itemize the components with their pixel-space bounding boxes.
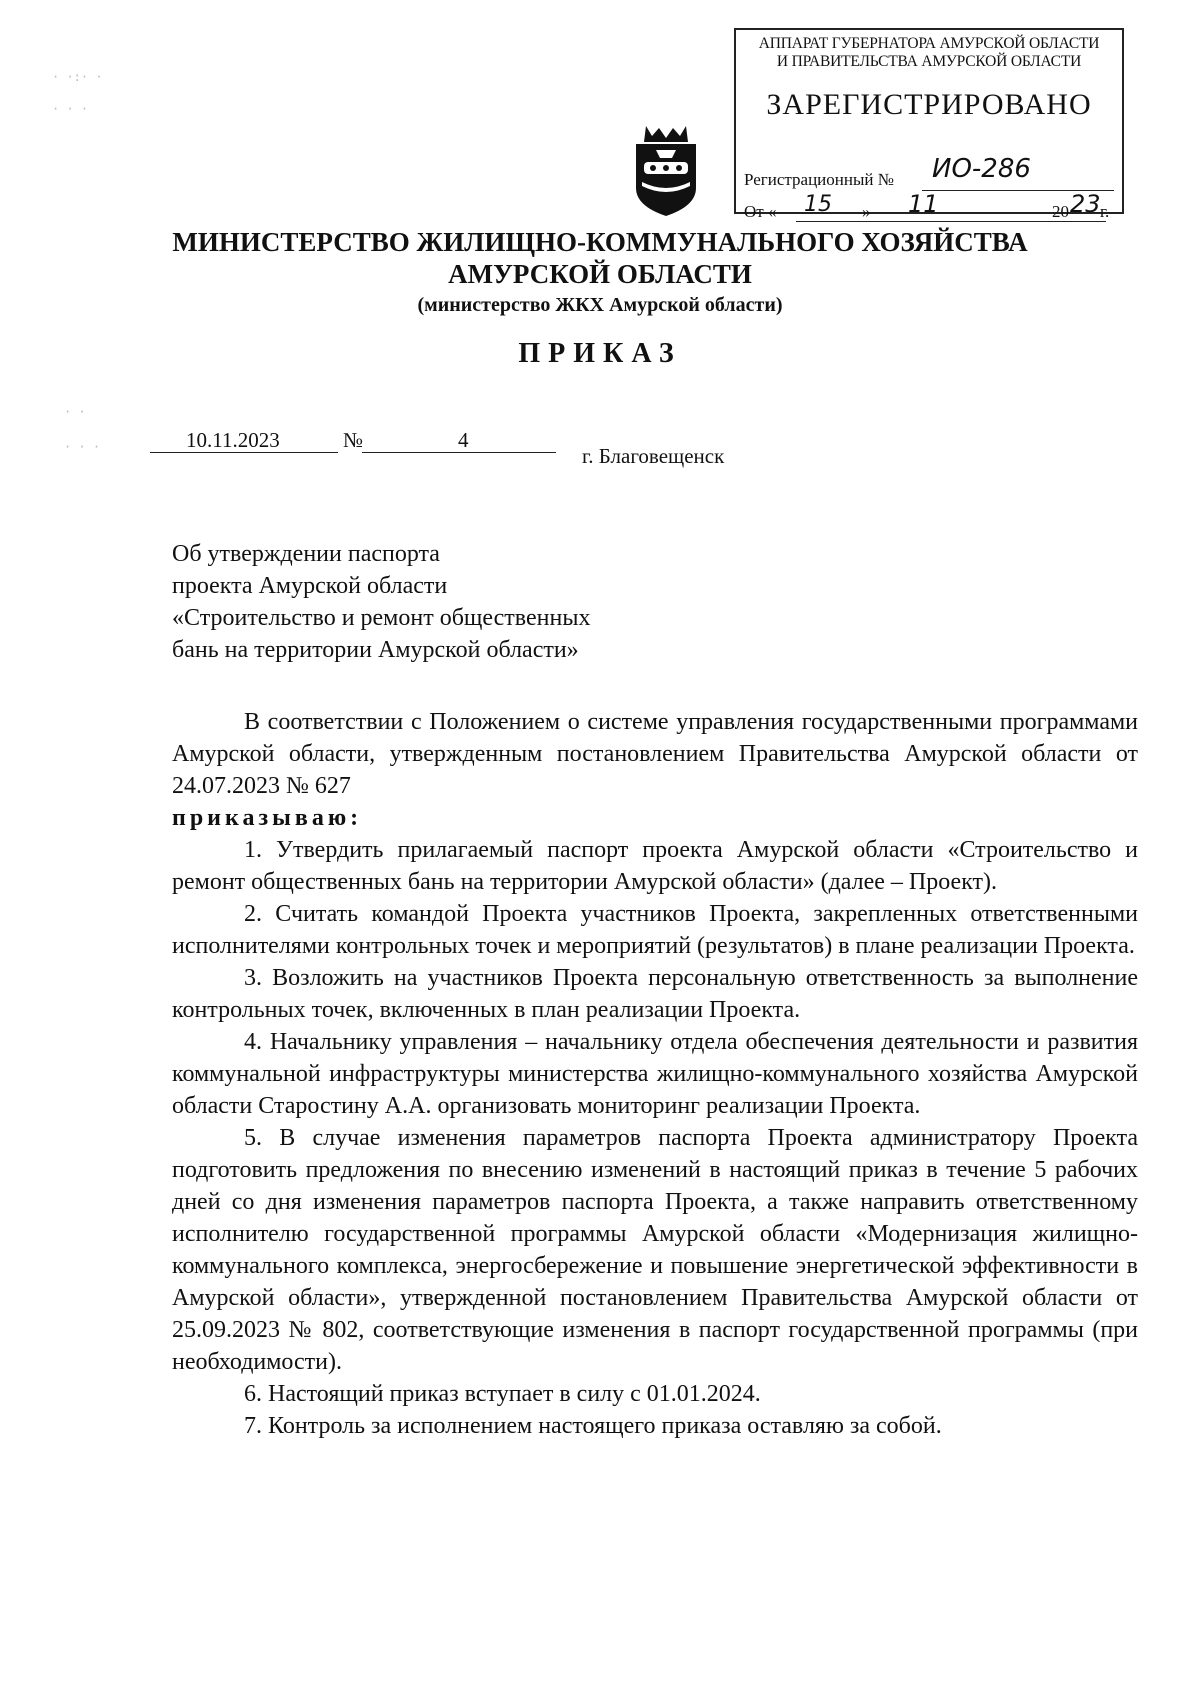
stamp-registered: ЗАРЕГИСТРИРОВАНО bbox=[766, 88, 1092, 121]
subject-line: Об утверждении паспорта bbox=[172, 541, 440, 567]
stamp-date-from: От « bbox=[744, 202, 777, 221]
stamp-date-close: » bbox=[862, 202, 871, 221]
stamp-date-year-end: г. bbox=[1100, 202, 1110, 221]
stamp-date-year-suffix: 23 bbox=[1070, 190, 1101, 218]
coat-of-arms-icon bbox=[626, 122, 706, 218]
stamp-date-month: 11 bbox=[908, 190, 939, 218]
ministry-title-line1: МИНИСТЕРСТВО ЖИЛИЩНО-КОММУНАЛЬНОГО ХОЗЯЙСТВА bbox=[172, 227, 1028, 257]
ministry-short-name: (министерство ЖКХ Амурской области) bbox=[417, 294, 783, 316]
preamble: В соответствии с Положением о системе управления государственными программами Амурской области, утвержденным постановлением Правительства Амурской области от 24.07.2023 № 627 bbox=[172, 709, 1138, 799]
order-item-2: 2. Считать командой Проекта участников Проекта, закрепленных ответственными исполнителями контрольных точек и мероприятий (результатов) в плане реализации Проекта. bbox=[172, 901, 1138, 959]
order-item-1: 1. Утвердить прилагаемый паспорт проекта Амурской области «Строительство и ремонт общественных бань на территории Амурской области» (далее – Проект). bbox=[172, 837, 1138, 895]
order-date-underline bbox=[150, 452, 338, 453]
stamp-date-day: 15 bbox=[804, 192, 832, 217]
order-subject bbox=[172, 538, 590, 666]
order-item-3: 3. Возложить на участников Проекта персональную ответственность за выполнение контрольных точек, включенных в план реализации Проекта. bbox=[172, 965, 1138, 1023]
scan-artifact: · · · bbox=[64, 440, 101, 454]
decree-word: приказываю: bbox=[172, 805, 363, 831]
order-item-6: 6. Настоящий приказ вступает в силу с 01.01.2024. bbox=[244, 1381, 761, 1407]
subject-line: бань на территории Амурской области» bbox=[172, 637, 579, 663]
stamp-reg-number-label: Регистрационный № bbox=[744, 170, 894, 189]
subject-line: проекта Амурской области bbox=[172, 573, 448, 599]
stamp-org-line2: И ПРАВИТЕЛЬСТВА АМУРСКОЙ ОБЛАСТИ bbox=[776, 53, 1082, 70]
ministry-title-line2: АМУРСКОЙ ОБЛАСТИ bbox=[448, 259, 752, 289]
order-number-label: № bbox=[343, 428, 364, 452]
stamp-date-row bbox=[744, 202, 776, 222]
order-body bbox=[172, 706, 1138, 1442]
stamp-reg-number-row bbox=[744, 170, 894, 190]
stamp-date-year-prefix: 20 bbox=[1052, 202, 1069, 221]
subject-line: «Строительство и ремонт общественных bbox=[172, 605, 591, 631]
order-item-4: 4. Начальнику управления – начальнику отдела обеспечения деятельности и развития коммунальной инфраструктуры министерства жилищно-коммунального хозяйства Амурской области Старостину А.А. организовать мониторинг реализации Проекта. bbox=[172, 1029, 1138, 1119]
scan-artifact: · · · bbox=[52, 102, 89, 116]
stamp-reg-number-value: ИО-286 bbox=[932, 154, 1031, 184]
stamp-date-underline bbox=[796, 221, 1106, 222]
document-type: ПРИКАЗ bbox=[518, 338, 682, 369]
order-item-5: 5. В случае изменения параметров паспорта Проекта администратору Проекта подготовить предложения по внесению изменений в настоящий приказ в течение 5 рабочих дней со дня изменения параметров паспорта Проекта, а также направить ответственному исполнителю государственной программы Амурской области «Модернизация жилищно-коммунального комплекса, энергосбережение и повышение энергетической эффективности в Амурской области», утвержденной постановлением Правительства Амурской области от 25.09.2023 № 802, соответствующие изменения в паспорт государственной программы (при необходимости). bbox=[172, 1125, 1138, 1375]
order-city: г. Благовещенск bbox=[582, 444, 725, 468]
order-date: 10.11.2023 bbox=[186, 428, 280, 452]
stamp-org-line1: АППАРАТ ГУБЕРНАТОРА АМУРСКОЙ ОБЛАСТИ bbox=[758, 35, 1100, 52]
order-number-underline bbox=[362, 452, 556, 453]
order-number: 4 bbox=[458, 428, 469, 452]
registration-stamp bbox=[734, 28, 1124, 221]
order-item-7: 7. Контроль за исполнением настоящего приказа оставляю за собой. bbox=[244, 1413, 942, 1439]
scan-artifact: · · bbox=[64, 405, 86, 419]
scan-artifact: · ·:· · bbox=[52, 70, 103, 84]
